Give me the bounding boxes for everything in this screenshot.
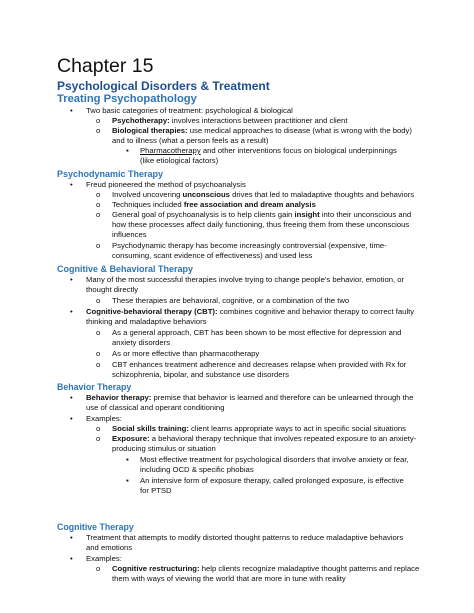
text-line: producing stimulus or situation	[112, 444, 216, 453]
section-heading-psychodynamic: Psychodynamic Therapy	[57, 169, 164, 179]
text-line: As a general approach, CBT has been shown to be most effective for depression and	[112, 328, 402, 337]
bullet: •	[70, 106, 73, 115]
text-line: As or more effective than pharmacotherapy	[112, 349, 260, 358]
bullet: •	[70, 275, 73, 284]
text-line: including OCD & specific phobias	[140, 465, 254, 474]
text-line: for PTSD	[140, 486, 172, 495]
bullet: o	[96, 126, 101, 135]
text-line: schizophrenia, bipolar, and substance use disorders	[112, 370, 289, 379]
text-line: Freud pioneered the method of psychoanalysis	[86, 180, 246, 189]
chapter-heading: Chapter 15	[57, 55, 154, 77]
text-line: Examples:	[86, 554, 122, 563]
text-line: (like etiological factors)	[140, 156, 219, 165]
text-line: influences	[112, 230, 147, 239]
bullet: ▪	[126, 146, 129, 155]
bullet: o	[96, 328, 101, 337]
bullet: o	[96, 360, 101, 369]
text-line: Behavior therapy: premise that behavior is learned and therefore can be unlearned through the	[86, 393, 414, 402]
text-line: Pharmacotherapy and other interventions focus on biological underpinnings	[140, 146, 397, 155]
text-line: CBT enhances treatment adherence and decreases relapse when provided with Rx for	[112, 360, 407, 369]
bullet: •	[70, 533, 73, 542]
bullet: o	[96, 190, 101, 199]
text-line: Biological therapies: use medical approaches to disease (what is wrong with the body)	[112, 126, 412, 135]
text-line: Examples:	[86, 414, 122, 423]
text-line: Techniques included free association and dream analysis	[112, 200, 316, 209]
bullet: o	[96, 210, 101, 219]
text-line: These therapies are behavioral, cognitive, or a combination of the two	[112, 296, 350, 305]
bullet: •	[70, 307, 73, 316]
bullet: •	[70, 414, 73, 423]
section-heading-behavior: Behavior Therapy	[57, 382, 132, 392]
text-line: anxiety disorders	[112, 338, 171, 347]
text-line: Cognitive restructuring: help clients recognize maladaptive thought patterns and replace	[112, 564, 420, 573]
text-line: thought directly	[86, 285, 139, 294]
bullet: o	[96, 296, 101, 305]
text-line: Social skills training: client learns appropriate ways to act in specific social situations	[112, 424, 406, 433]
text-line: thinking and maladaptive behaviors	[86, 317, 207, 326]
bullet: o	[96, 349, 101, 358]
text-line: Involved uncovering unconscious drives that led to maladaptive thoughts and behaviors	[112, 190, 415, 199]
text-line: and emotions	[86, 543, 133, 552]
section-heading-cognitive: Cognitive Therapy	[57, 522, 134, 532]
bullet: ▪	[126, 455, 129, 464]
text-line: Psychodynamic therapy has become increasingly controversial (expensive, time-	[112, 241, 387, 250]
bullet: •	[70, 180, 73, 189]
section-heading-treating: Treating Psychopathology	[57, 93, 197, 105]
text-line: Two basic categories of treatment: psychological & biological	[86, 106, 293, 115]
text-line: Most effective treatment for psychological disorders that involve anxiety or fear,	[140, 455, 409, 464]
bullet: o	[96, 116, 101, 125]
text-line: Psychotherapy: involves interactions between practitioner and client	[112, 116, 348, 125]
text-line: use of classical and operant conditioning	[86, 403, 225, 412]
bullet: o	[96, 200, 101, 209]
bullet: ▪	[126, 476, 129, 485]
bullet: •	[70, 554, 73, 563]
bullet: o	[96, 241, 101, 250]
text-line: Treatment that attempts to modify distorted thought patterns to reduce maladaptive behaviors	[86, 533, 404, 542]
text-line: Cognitive-behavioral therapy (CBT): combines cognitive and behavior therapy to correct faulty	[86, 307, 415, 316]
bullet: o	[96, 424, 101, 433]
text-line: them with ways of viewing the world that are more in tune with reality	[112, 574, 346, 583]
bullet: •	[70, 393, 73, 402]
text-line: consuming, scant evidence of effectiveness) and used less	[112, 251, 313, 260]
chapter-title: Psychological Disorders & Treatment	[57, 79, 270, 93]
text-line: and to illness (what a person feels as a result)	[112, 136, 269, 145]
text-line: how these processes affect daily functioning, thus freeing them from these unconscious	[112, 220, 410, 229]
bullet: o	[96, 434, 101, 443]
bullet: o	[96, 564, 101, 573]
text-line: Many of the most successful therapies involve trying to change people's behavior, emotion, or	[86, 275, 405, 284]
section-heading-cbt: Cognitive & Behavioral Therapy	[57, 264, 194, 274]
text-line: An intensive form of exposure therapy, called prolonged exposure, is effective	[140, 476, 404, 485]
text-line: Exposure: a behavioral therapy technique that involves repeated exposure to an anxiety-	[112, 434, 417, 443]
text-line: General goal of psychoanalysis is to help clients gain insight into their unconscious and	[112, 210, 412, 219]
